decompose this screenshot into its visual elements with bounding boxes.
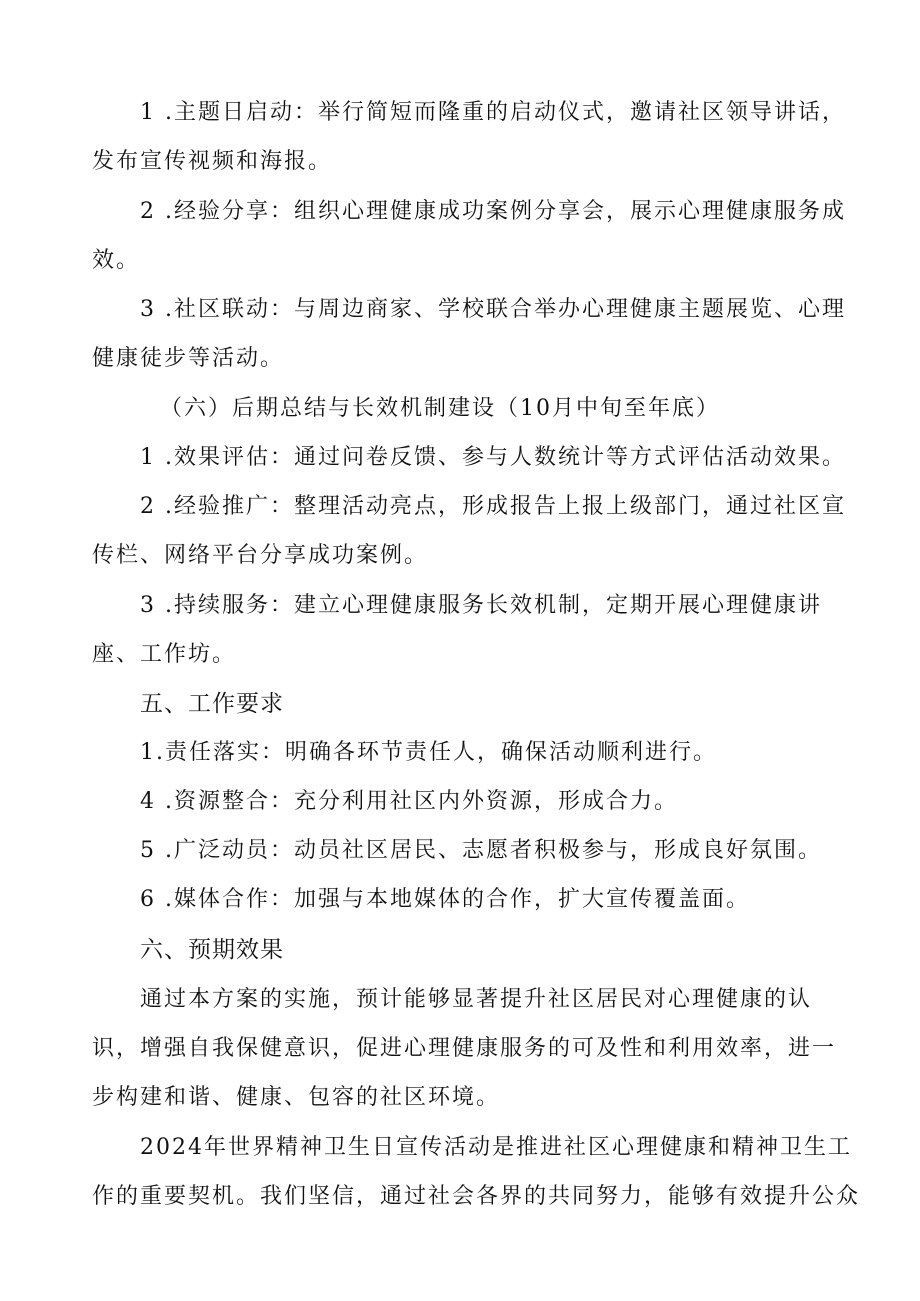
heading-work-requirements: 五、工作要求	[140, 691, 284, 717]
closing-line-2: 作的重要契机。我们坚信，通过社会各界的共同努力，能够有效提升公众	[92, 1184, 861, 1209]
closing-line-1: 2024年世界精神卫生日宣传活动是推进社区心理健康和精神卫生工	[140, 1135, 852, 1160]
item-1-line-1: 1 .主题日启动：举行简短而隆重的启动仪式，邀请社区领导讲话，	[140, 100, 846, 125]
summary-item-3-line-2: 座、工作坊。	[92, 642, 237, 667]
requirement-item-5: 5 .广泛动员：动员社区居民、志愿者积极参与，形成良好氛围。	[140, 838, 822, 863]
heading-expected-effect: 六、预期效果	[140, 937, 284, 963]
expected-line-2: 识，增强自我保健意识，促进心理健康服务的可及性和利用效率，进一	[92, 1036, 837, 1061]
requirement-item-4: 4 .资源整合：充分利用社区内外资源，形成合力。	[140, 789, 678, 814]
expected-line-3: 步构建和谐、健康、包容的社区环境。	[92, 1085, 501, 1110]
expected-line-1: 通过本方案的实施，预计能够显著提升社区居民对心理健康的认	[140, 987, 813, 1012]
item-1-line-2: 发布宣传视频和海报。	[92, 149, 333, 174]
item-3-line-2: 健康徒步等活动。	[92, 346, 285, 371]
subheading-phase-6: （六）后期总结与长效机制建设（10月中旬至年底）	[160, 396, 720, 421]
summary-item-2-line-1: 2 .经验推广：整理活动亮点，形成报告上报上级部门，通过社区宣	[140, 494, 846, 519]
item-3-line-1: 3 .社区联动：与周边商家、学校联合举办心理健康主题展览、心理	[140, 297, 846, 322]
item-2-line-2: 效。	[92, 248, 141, 273]
requirement-item-6: 6 .媒体合作：加强与本地媒体的合作，扩大宣传覆盖面。	[140, 887, 750, 912]
summary-item-2-line-2: 传栏、网络平台分享成功案例。	[92, 543, 429, 568]
item-2-line-1: 2 .经验分享：组织心理健康成功案例分享会，展示心理健康服务成	[140, 199, 846, 224]
requirement-item-1: 1.责任落实：明确各环节责任人，确保活动顺利进行。	[140, 740, 717, 765]
summary-item-1-line-1: 1 .效果评估：通过问卷反馈、参与人数统计等方式评估活动效果。	[140, 445, 846, 470]
summary-item-3-line-1: 3 .持续服务：建立心理健康服务长效机制，定期开展心理健康讲	[140, 593, 822, 618]
